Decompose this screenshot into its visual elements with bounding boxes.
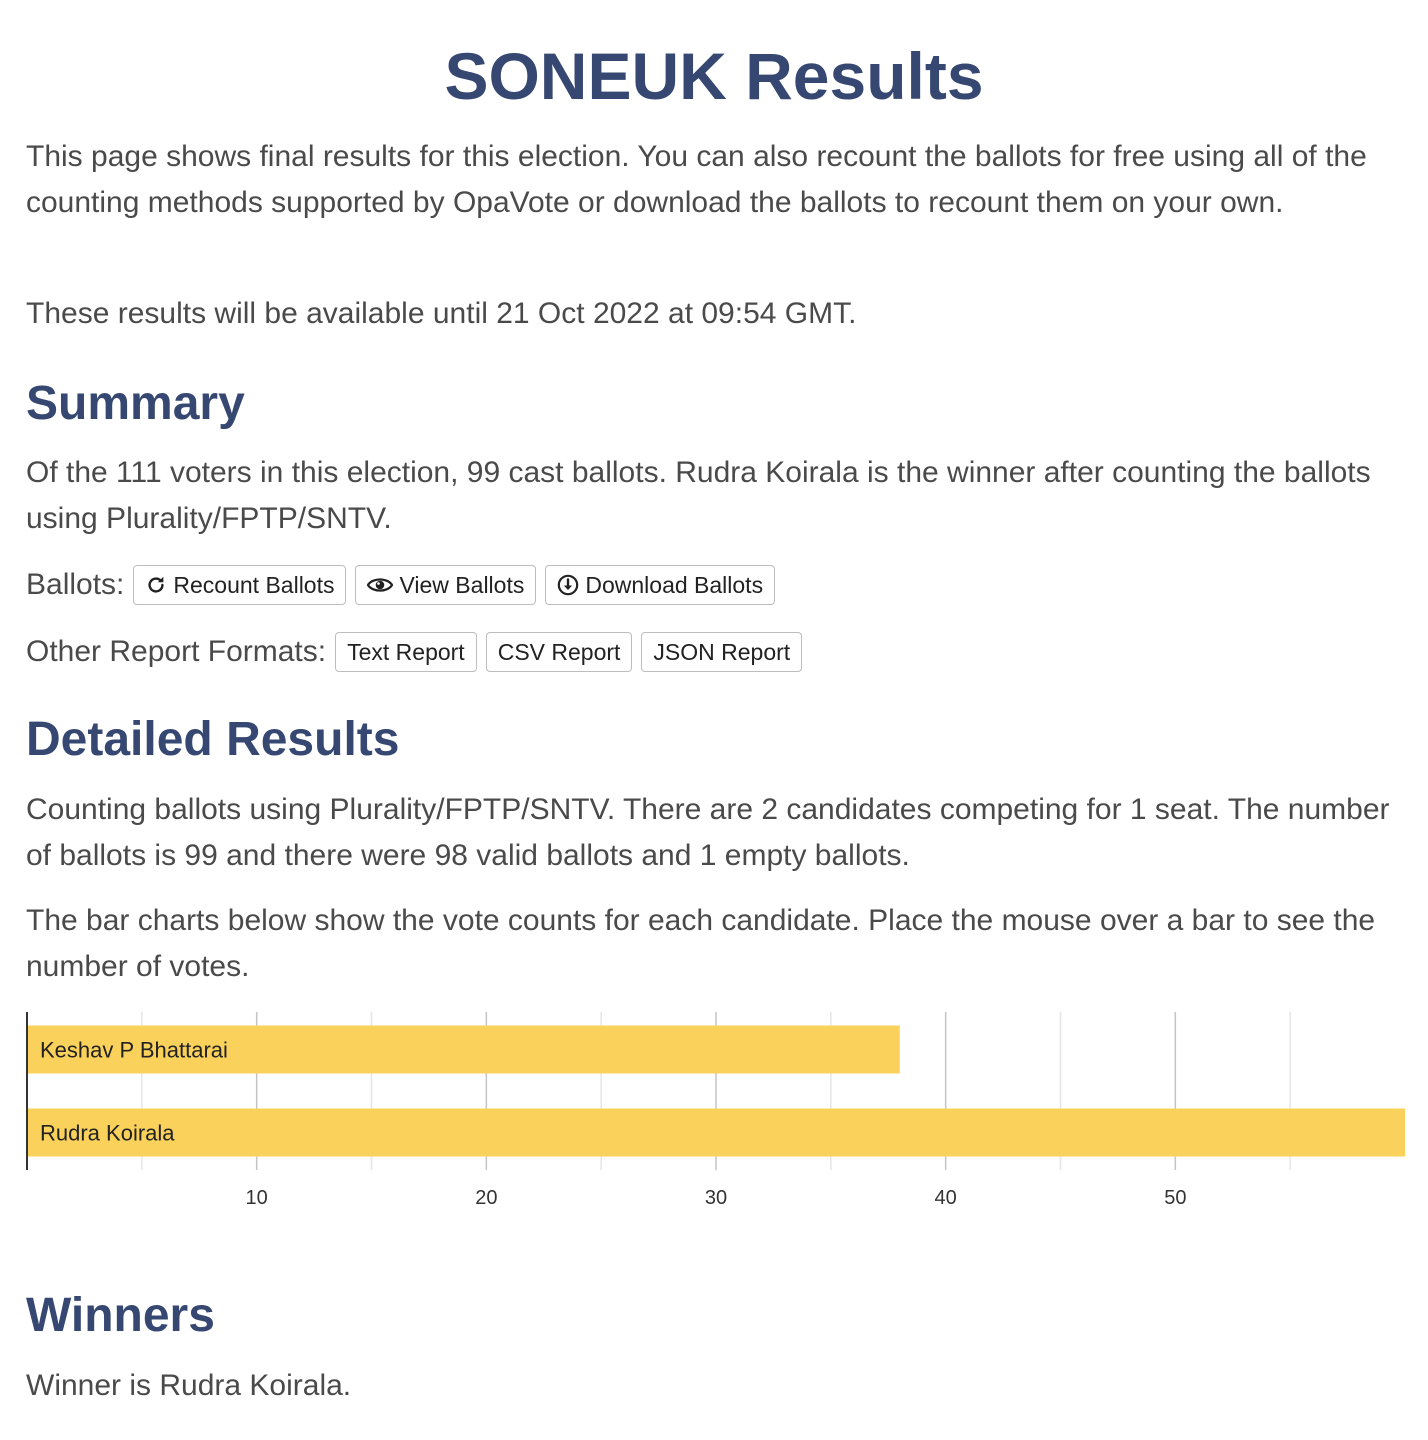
recount-ballots-label: Recount Ballots [173, 571, 335, 598]
x-tick-label: 50 [1164, 1187, 1187, 1209]
report-formats-row [26, 632, 802, 672]
summary-text: Of the 111 voters in this election, 99 cast ballots. Rudra Koirala is the winner after counting the ballots using Plurality/FPTP/SNTV. [26, 456, 1371, 535]
vote-count-chart-svg [26, 1010, 1406, 1220]
eye-icon [367, 575, 393, 595]
page-title: SONEUK Results [444, 39, 984, 113]
winners-heading: Winners [26, 1289, 215, 1342]
bar-candidate-label: Rudra Koirala [40, 1120, 175, 1146]
winner-text: Winner is Rudra Koirala. [26, 1369, 352, 1402]
json-report-button[interactable]: JSON Report [641, 632, 802, 672]
download-circle-icon [557, 574, 579, 596]
bar-candidate-label: Keshav P Bhattarai [40, 1037, 228, 1063]
ballots-button-row [26, 565, 775, 605]
view-ballots-button[interactable] [355, 565, 536, 605]
availability-text: These results will be available until 21 Oct 2022 at 09:54 GMT. [26, 297, 857, 330]
intro-paragraph: This page shows final results for this election. You can also recount the ballots for free using all of the counting methods supported by OpaVote or download the ballots to recount them on your own. [26, 140, 1367, 219]
x-tick-label: 40 [934, 1187, 957, 1209]
summary-heading: Summary [26, 377, 245, 430]
recount-ballots-button[interactable] [133, 565, 346, 605]
vote-count-chart [26, 1010, 1406, 1220]
x-tick-label: 10 [245, 1187, 268, 1209]
text-report-button[interactable]: Text Report [335, 632, 477, 672]
x-tick-label: 20 [475, 1187, 498, 1209]
view-ballots-label: View Ballots [399, 571, 525, 598]
download-ballots-button[interactable] [545, 565, 775, 605]
ballots-label: Ballots: [26, 568, 125, 601]
download-ballots-label: Download Ballots [585, 571, 764, 598]
refresh-icon [145, 574, 167, 596]
detailed-results-heading: Detailed Results [26, 713, 400, 766]
csv-report-button[interactable]: CSV Report [486, 632, 633, 672]
vote-bar [27, 1109, 1405, 1157]
report-formats-label: Other Report Formats: [26, 635, 327, 668]
counting-text: Counting ballots using Plurality/FPTP/SNTV. There are 2 candidates competing for 1 seat. The number of ballots is 99 and there were 98 valid ballots and 1 empty ballots. [26, 793, 1390, 872]
chart-intro-text: The bar charts below show the vote counts for each candidate. Place the mouse over a bar to see the number of votes. [26, 904, 1376, 983]
x-tick-label: 30 [704, 1187, 728, 1209]
